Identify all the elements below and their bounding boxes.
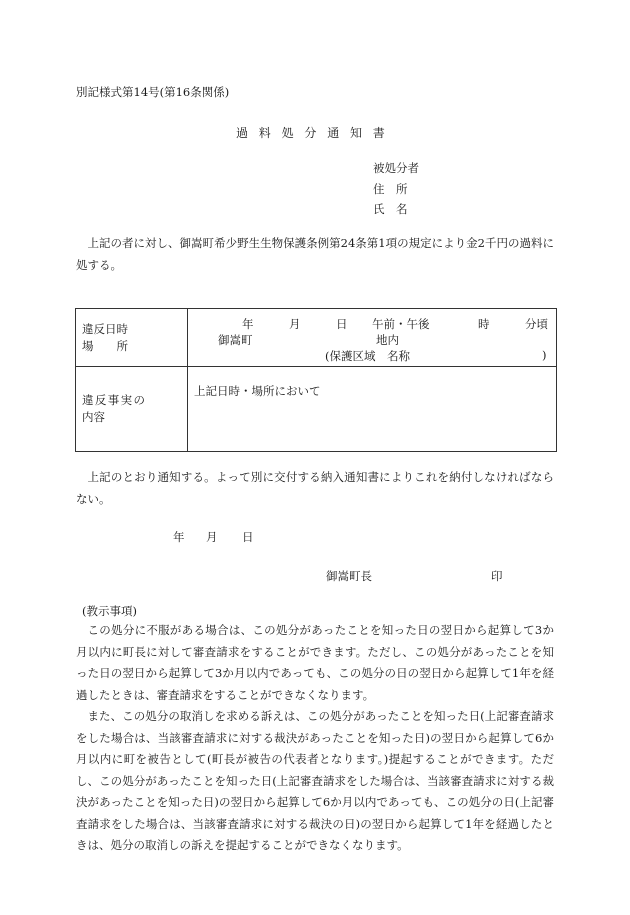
place-area-label: 地内 (376, 333, 399, 347)
datetime-place-cell (188, 309, 557, 367)
fact-label-cell (76, 367, 188, 452)
fact-content-text: 上記日時・場所において (194, 384, 321, 398)
intro-text: 上記の者に対し、御嵩町希少野生生物保護条例第24条第1項の規定により金2千円の過料に処する。 (76, 236, 554, 272)
protected-area-close: ) (542, 348, 547, 362)
date-month-label: 月 (289, 317, 301, 331)
recipient-name-label: 氏 名 (373, 202, 408, 216)
place-town-label: 御嵩町 (218, 333, 253, 347)
fact-label-line1: 違反事実の (82, 393, 147, 407)
date-year-label: 年 (242, 317, 254, 331)
issue-year: 年 (173, 530, 185, 544)
place-label: 場 所 (82, 338, 128, 353)
fact-content-cell (188, 367, 557, 452)
date-hour-label: 時 (478, 317, 490, 331)
form-number: 別記様式第14号(第16条関係) (76, 85, 230, 99)
date-minute-label: 分頃 (525, 317, 548, 331)
issue-month: 月 (206, 530, 218, 544)
page-title: 過料処分通知書 (236, 126, 396, 140)
violation-table (75, 308, 557, 452)
issue-day: 日 (242, 530, 254, 544)
date-ampm-label: 午前・午後 (372, 317, 430, 331)
instruction-heading: (教示事項) (82, 604, 137, 618)
recipient-label: 被処分者 (373, 161, 419, 175)
notice-text: 上記のとおり通知する。よって別に交付する納入通知書によりこれを納付しなければならない。 (76, 470, 554, 506)
violation-datetime-row (76, 309, 557, 367)
fact-label-line2: 内容 (82, 410, 105, 424)
date-day-label: 日 (336, 317, 348, 331)
instruction-paragraph-2: また、この処分の取消しを求める訴えは、この処分があったことを知った日(上記審査請求をした場合は、当該審査請求に対する裁決があったことを知った日)の翌日から起算して6か月以内に町を被告として(町長が被告の代表者となります。)提起することができます。ただし、この処分があったことを知った日(上記審査請求をした場合は、当該審査請求に対する裁決があったことを知った日)の翌日から起算して6か月以内であっても、この処分の日(上記審査請求をした場合は、当該審査請求に対する裁決の日)の翌日から起算して1年を経過したときは、処分の取消しの訴えを提起することができなくなります。 (76, 709, 554, 852)
recipient-address-label: 住 所 (373, 182, 408, 196)
seal-mark: 印 (491, 569, 503, 583)
mayor-title: 御嵩町長 (326, 569, 372, 583)
protected-area-label: (保護区域 名称 (325, 349, 410, 363)
instruction-paragraph-1: この処分に不服がある場合は、この処分があったことを知った日の翌日から起算して3か月以内に町長に対して審査請求をすることができます。ただし、この処分があったことを知った日の翌日から起算して3か月以内であっても、この処分の日の翌日から起算して1年を経過したときは、審査請求をすることができなくなります。 (76, 623, 554, 702)
datetime-label: 違反日時 (82, 321, 128, 336)
violation-fact-row (76, 367, 557, 452)
datetime-place-label-cell (76, 309, 188, 367)
